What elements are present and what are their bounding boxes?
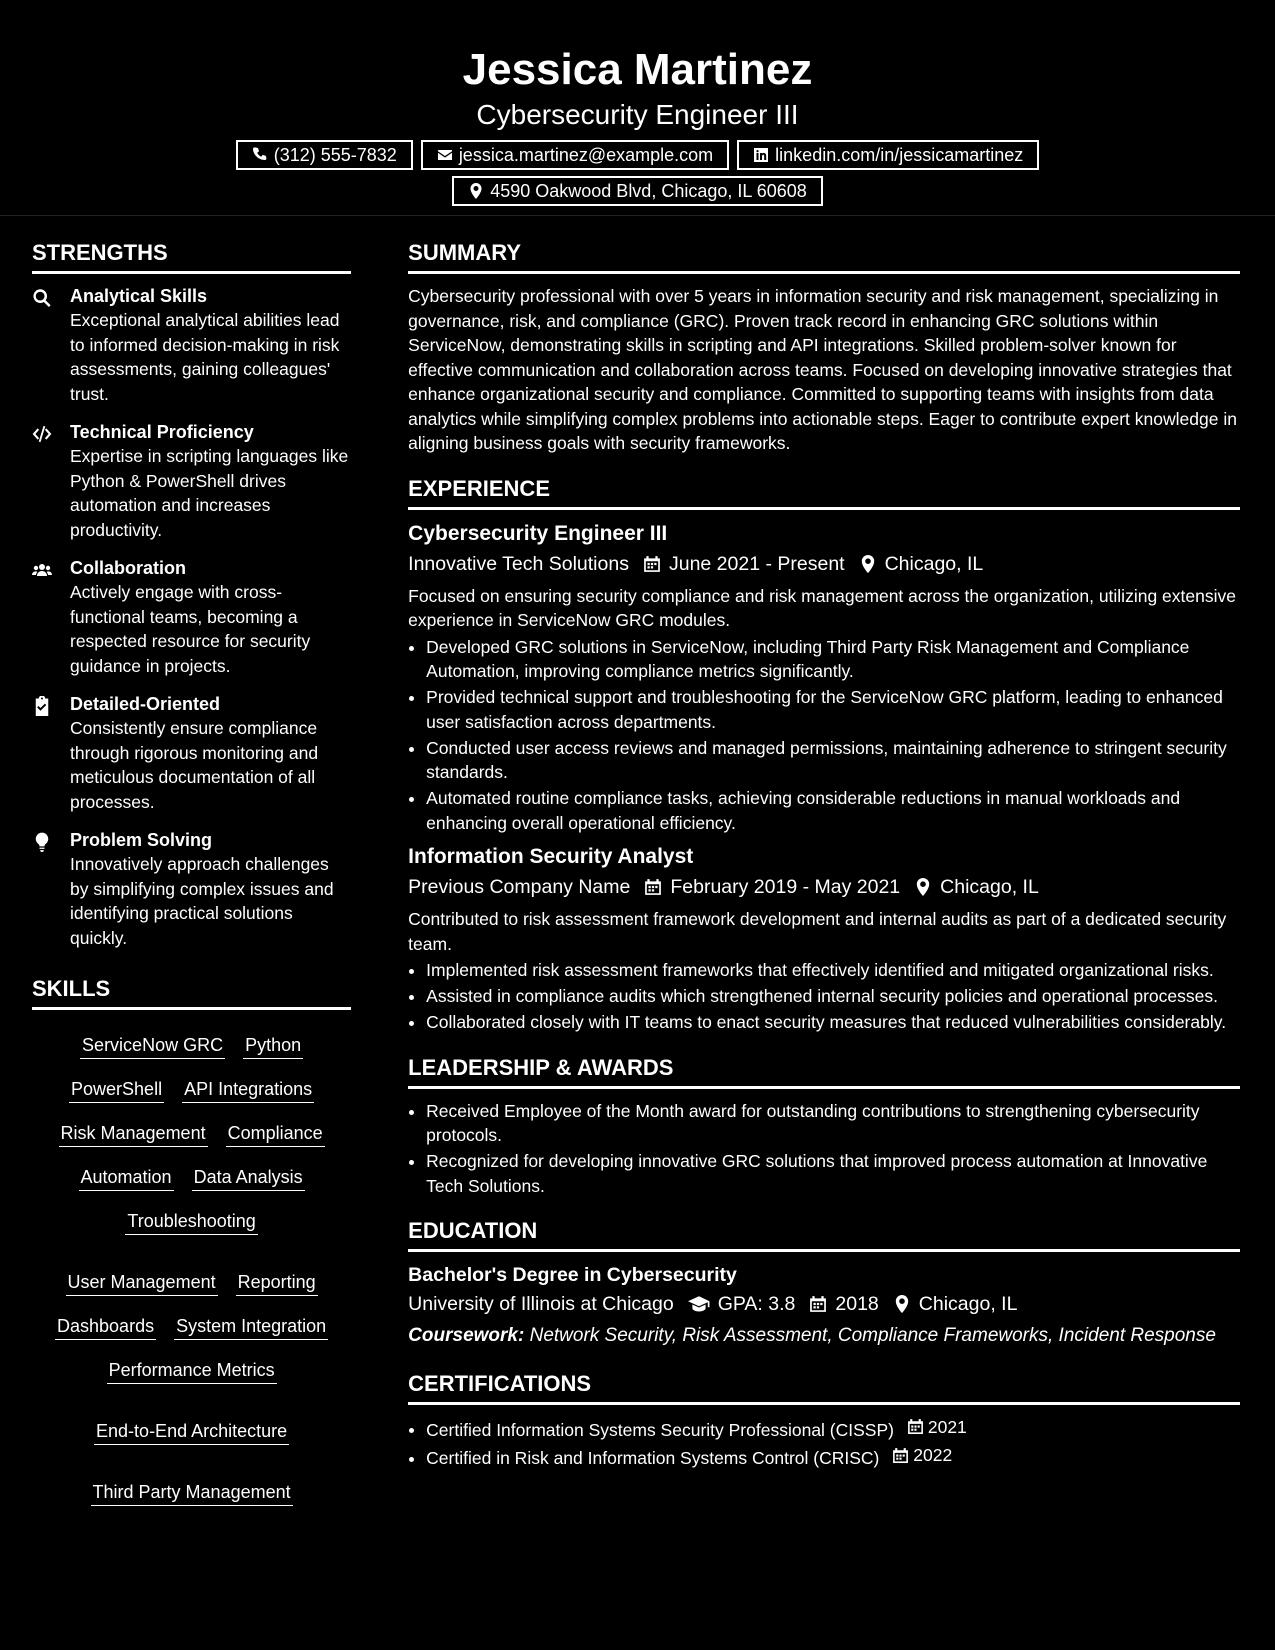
job-entry	[408, 520, 1240, 836]
skill-tag: Data Analysis	[192, 1164, 305, 1191]
summary-text: Cybersecurity professional with over 5 years in information security and risk management, specializing in governance, risk, and compliance (GRC). Proven track record in enhancing GRC solutions within ServiceNow, demonstrating skills in scripting and API integrations. Skilled problem-solver known for effective communication and collaboration across teams. Focused on developing innovative strategies that enhance organizational security and compliance. Committed to supporting teams with insights from data analytics while simplifying complex problems into actionable steps. Eager to contribute expert knowledge in aligning business goals with security frameworks.	[408, 286, 1237, 453]
linkedin-icon	[753, 147, 769, 163]
strength-item	[32, 828, 351, 950]
job-bullet: • Implemented risk assessment frameworks that effectively identified and mitigated organizational risks.	[426, 958, 1240, 983]
map-pin-icon	[859, 555, 877, 573]
graduation-cap-icon	[688, 1295, 710, 1313]
skill-tag: API Integrations	[182, 1076, 314, 1103]
map-pin-icon	[893, 1295, 911, 1313]
certification-year: 2021	[927, 1416, 967, 1437]
certification-item	[426, 1443, 1240, 1470]
skill-tag: End-to-End Architecture	[94, 1418, 289, 1445]
skill-tag: System Integration	[174, 1313, 328, 1340]
job-bullet: • Automated routine compliance tasks, achieving considerable reductions in manual workloads and enhancing overall operational efficiency.	[426, 786, 1240, 835]
strength-title: Collaboration	[70, 558, 186, 578]
lightbulb-icon	[32, 832, 52, 852]
job-dates: June 2021 - Present	[668, 552, 845, 575]
job-meta	[408, 873, 1240, 901]
envelope-icon	[437, 147, 453, 163]
phone-icon	[252, 147, 268, 163]
calendar-icon	[892, 1447, 909, 1464]
award-item: • Received Employee of the Month award for outstanding contributions to strengthening cybersecurity protocols.	[426, 1099, 1240, 1148]
skill-tag: Automation	[79, 1164, 174, 1191]
job-description: Contributed to risk assessment framework development and internal audits as part of a dedicated security team.	[408, 909, 1227, 954]
job-entry	[408, 843, 1240, 1035]
linkedin-chip[interactable]	[737, 140, 1039, 170]
strength-item	[32, 284, 351, 406]
job-company: Previous Company Name	[408, 876, 631, 898]
degree-title: Bachelor's Degree in Cybersecurity	[408, 1264, 737, 1286]
job-dates: February 2019 - May 2021	[670, 876, 901, 898]
job-bullet: • Collaborated closely with IT teams to enact security measures that reduced vulnerabilities considerably.	[426, 1010, 1240, 1035]
coursework	[408, 1324, 1240, 1349]
left-column	[32, 238, 351, 1506]
leadership-heading: LEADERSHIP & AWARDS	[408, 1053, 1240, 1089]
job-description: Focused on ensuring security compliance and risk management across the organization, utilizing extensive experience in ServiceNow GRC modules.	[408, 585, 1236, 630]
coursework-text: Network Security, Risk Assessment, Compliance Frameworks, Incident Response	[529, 1325, 1216, 1346]
strength-item	[32, 420, 351, 542]
calendar-icon	[907, 1418, 924, 1435]
award-item: • Recognized for developing innovative GRC solutions that improved process automation at Innovative Tech Solutions.	[426, 1149, 1240, 1198]
skill-tag: Troubleshooting	[125, 1208, 257, 1235]
school-location: Chicago, IL	[918, 1293, 1018, 1315]
calendar-icon	[644, 878, 662, 896]
school-name: University of Illinois at Chicago	[408, 1293, 674, 1315]
search-icon	[32, 288, 52, 308]
skill-tag: ServiceNow GRC	[80, 1032, 225, 1059]
experience-heading: EXPERIENCE	[408, 474, 1240, 510]
right-column	[408, 238, 1240, 1506]
certifications-list	[408, 1415, 1240, 1471]
contact-row	[0, 140, 1275, 170]
skill-tag: Risk Management	[59, 1120, 208, 1147]
linkedin-text: linkedin.com/in/jessicamartinez	[775, 144, 1024, 165]
map-pin-icon	[468, 183, 484, 199]
job-bullet: • Assisted in compliance audits which strengthened internal security policies and operational processes.	[426, 984, 1240, 1009]
education-meta	[408, 1290, 1240, 1318]
certification-name: Certified in Risk and Information Systems Control (CRISC)	[426, 1448, 880, 1468]
candidate-title: Cybersecurity Engineer III	[476, 99, 799, 130]
map-pin-icon	[914, 878, 932, 896]
strength-title: Technical Proficiency	[70, 422, 254, 442]
strength-item	[32, 692, 351, 814]
job-bullet: • Developed GRC solutions in ServiceNow, including Third Party Risk Management and Compliance Automation, improving compliance metrics significantly.	[426, 635, 1240, 684]
calendar-icon	[643, 555, 661, 573]
job-bullets	[408, 635, 1240, 836]
certification-name: Certified Information Systems Security Professional (CISSP)	[426, 1419, 894, 1440]
education-heading: EDUCATION	[408, 1216, 1240, 1252]
skill-tag: Compliance	[226, 1120, 325, 1147]
phone-chip[interactable]	[236, 140, 413, 170]
strength-item	[32, 556, 351, 678]
skill-tag: User Management	[66, 1269, 218, 1296]
summary-heading: SUMMARY	[408, 238, 1240, 274]
strength-desc: Consistently ensure compliance through rigorous monitoring and meticulous documentation of all processes.	[70, 718, 319, 812]
job-location: Chicago, IL	[884, 552, 984, 575]
coursework-label: Coursework:	[408, 1325, 525, 1346]
clipboard-check-icon	[32, 696, 52, 716]
strength-title: Detailed-Oriented	[70, 694, 221, 714]
skills-heading: SKILLS	[32, 974, 351, 1010]
skill-tag: Python	[243, 1032, 303, 1059]
candidate-name: Jessica Martinez	[462, 45, 813, 94]
address-chip[interactable]	[452, 176, 823, 206]
job-bullet: • Conducted user access reviews and managed permissions, maintaining adherence to stringent security standards.	[426, 736, 1240, 785]
gpa: GPA: 3.8	[717, 1293, 796, 1315]
strength-title: Analytical Skills	[70, 286, 208, 306]
job-title: Information Security Analyst	[408, 845, 694, 868]
users-icon	[32, 560, 52, 580]
calendar-icon	[809, 1295, 827, 1313]
strength-desc: Expertise in scripting languages like Python & PowerShell drives automation and increases productivity.	[70, 446, 349, 540]
phone-text: (312) 555-7832	[273, 144, 397, 165]
strength-desc: Exceptional analytical abilities lead to informed decision-making in risk assessments, gaining colleagues' trust.	[70, 310, 340, 404]
strengths-heading: STRENGTHS	[32, 238, 351, 274]
job-company: Innovative Tech Solutions	[408, 552, 629, 575]
skill-tag: Performance Metrics	[107, 1357, 277, 1384]
skill-tag: Reporting	[236, 1269, 318, 1296]
job-bullet: • Provided technical support and troubleshooting for the ServiceNow GRC platform, leading to enhanced user satisfaction across departments.	[426, 685, 1240, 734]
email-chip[interactable]	[421, 140, 729, 170]
address-text: 4590 Oakwood Blvd, Chicago, IL 60608	[490, 180, 807, 201]
strength-desc: Innovatively approach challenges by simplifying complex issues and identifying practical solutions quickly.	[70, 854, 334, 948]
job-title: Cybersecurity Engineer III	[408, 521, 668, 545]
skills-list	[32, 1020, 351, 1506]
code-icon	[32, 424, 52, 444]
skill-tag: Third Party Management	[91, 1479, 293, 1506]
resume-header	[0, 0, 1275, 216]
leadership-list	[408, 1099, 1240, 1199]
certification-item	[426, 1415, 1240, 1442]
email-text: jessica.martinez@example.com	[458, 144, 714, 165]
certifications-heading: CERTIFICATIONS	[408, 1369, 1240, 1405]
graduation-year: 2018	[835, 1293, 879, 1315]
strength-desc: Actively engage with cross-functional teams, becoming a respected resource for security guidance in projects.	[70, 582, 311, 676]
strength-title: Problem Solving	[70, 830, 213, 850]
skill-tag: PowerShell	[69, 1076, 164, 1103]
job-bullets	[408, 958, 1240, 1035]
certification-year: 2022	[913, 1445, 953, 1466]
job-meta	[408, 550, 1240, 578]
skill-tag: Dashboards	[55, 1313, 156, 1340]
job-location: Chicago, IL	[940, 876, 1039, 898]
